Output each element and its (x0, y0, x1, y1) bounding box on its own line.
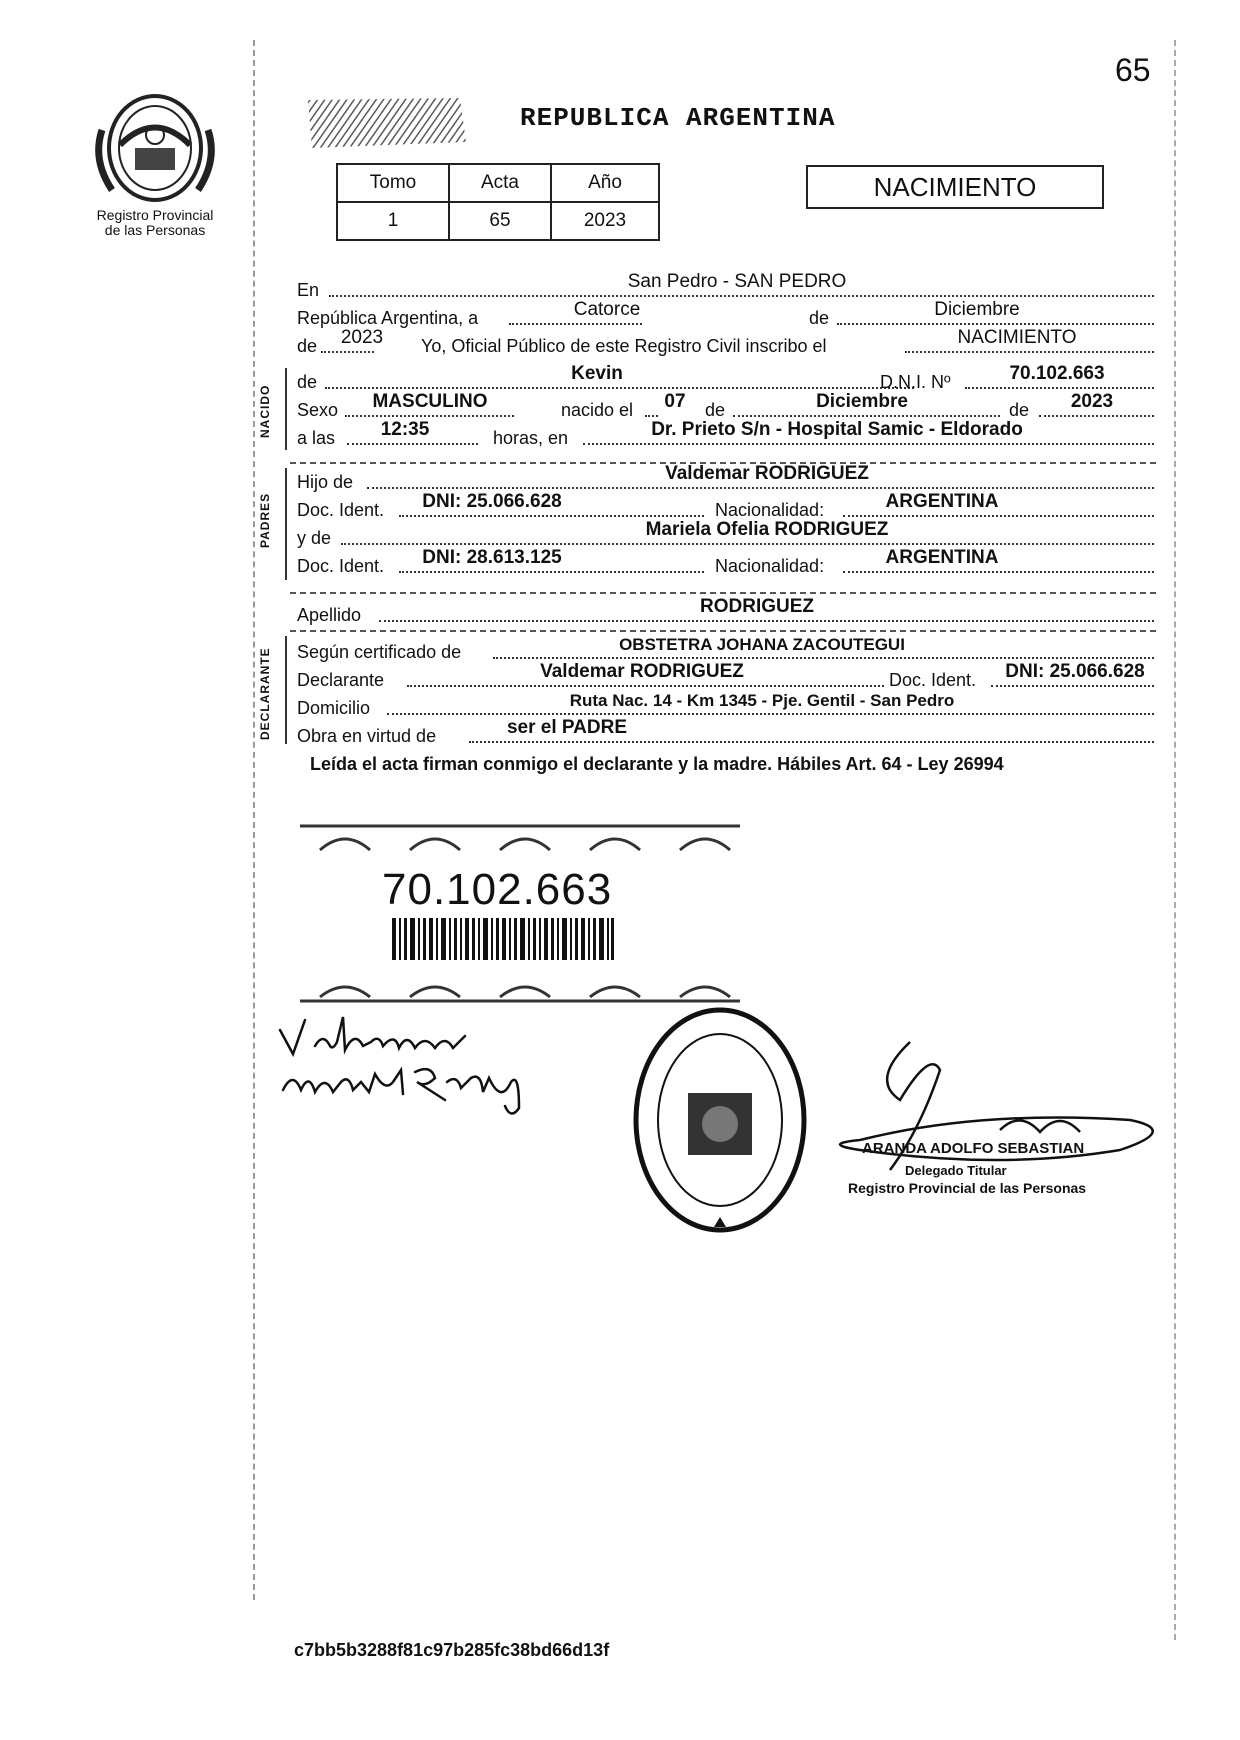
obra-value: ser el PADRE (506, 717, 628, 738)
dni-value: 70.102.663 (1009, 363, 1105, 384)
nacimiento-anio-value: 2023 (1070, 391, 1114, 412)
registry-value-anio: 2023 (551, 202, 659, 240)
apellido-value: RODRIGUEZ (700, 596, 814, 617)
registry-header-anio: Año (551, 164, 659, 202)
section-label-declarante: DECLARANTE (258, 647, 272, 740)
nombre-value: Kevin (571, 363, 623, 384)
lugar-nacimiento-value: Dr. Prieto S/n - Hospital Samic - Eldorado (651, 419, 1023, 440)
domicilio-value: Ruta Nac. 14 - Km 1345 - Pje. Gentil - San Pedro (569, 691, 955, 710)
right-margin-line (1174, 40, 1176, 1640)
row-lugar: En San Pedro - SAN PEDRO (297, 275, 1154, 301)
nacimiento-mes-value: Diciembre (816, 391, 908, 412)
registry-header-acta: Acta (449, 164, 551, 202)
official-role: Delegado Titular (905, 1163, 1007, 1178)
madre-value: Mariela Ofelia RODRIGUEZ (645, 519, 889, 540)
hora-value: 12:35 (380, 419, 430, 440)
row-apellido: Apellido RODRIGUEZ (297, 600, 1154, 626)
row-hora-lugar: a las 12:35 horas, en Dr. Prieto S/n - Hospital Samic - Eldorado (297, 423, 1154, 449)
nacimiento-dia-value: 07 (664, 391, 686, 412)
official-signature-icon (800, 1040, 1180, 1180)
row-domicilio: Domicilio Ruta Nac. 14 - Km 1345 - Pje. Gentil - San Pedro (297, 693, 1154, 719)
declarante-dni-value: DNI: 25.066.628 (1005, 661, 1145, 682)
row-anio-acto: de 2023 Yo, Oficial Público de este Registro Civil inscribo el NACIMIENTO (297, 331, 1154, 357)
row-nombre: de Kevin D.N.I. Nº 70.102.663 (297, 367, 1154, 393)
madre-nacionalidad-value: ARGENTINA (885, 547, 999, 568)
certificado-value: OBSTETRA JOHANA ZACOUTEGUI (619, 635, 905, 654)
mes-value: Diciembre (934, 299, 1020, 320)
province-coat-of-arms-logo (90, 90, 220, 205)
barcode-number: 70.102.663 (382, 865, 613, 914)
sexo-value: MASCULINO (372, 391, 488, 412)
section-label-nacido: NACIDO (258, 384, 272, 438)
document-hash: c7bb5b3288f81c97b285fc38bd66d13f (294, 1640, 610, 1660)
official-name: ARANDA ADOLFO SEBASTIAN (862, 1140, 1085, 1157)
security-stamp-icon (300, 92, 470, 152)
legal-text: Leída el acta firman conmigo el declarante y la madre. Hábiles Art. 64 - Ley 26994 (310, 754, 1004, 774)
barcode-icon (392, 918, 614, 960)
row-madre-doc: Doc. Ident. DNI: 28.613.125 Nacionalidad: ARGENTINA (297, 551, 1154, 577)
registry-header-tomo: Tomo (337, 164, 449, 202)
page-number: 65 (1115, 52, 1151, 88)
acto-value: NACIMIENTO (957, 327, 1077, 348)
security-strip-top-icon (300, 820, 750, 856)
parents-signatures-icon (275, 1012, 575, 1122)
left-margin-line (253, 40, 255, 1600)
madre-dni-value: DNI: 28.613.125 (422, 547, 562, 568)
anio-value: 2023 (340, 327, 384, 348)
row-declarante: Declarante Valdemar RODRIGUEZ Doc. Ident. DNI: 25.066.628 (297, 665, 1154, 691)
registry-table (336, 163, 660, 241)
lugar-value: San Pedro - SAN PEDRO (627, 271, 847, 292)
row-certificado: Según certificado de OBSTETRA JOHANA ZACOUTEGUI (297, 637, 1154, 663)
padre-value: Valdemar RODRIGUEZ (665, 463, 869, 484)
document-title: REPUBLICA ARGENTINA (520, 103, 836, 133)
official-seal-icon (630, 1005, 810, 1235)
registry-value-tomo: 1 (337, 202, 449, 240)
row-padre-doc: Doc. Ident. DNI: 25.066.628 Nacionalidad: ARGENTINA (297, 495, 1154, 521)
padre-dni-value: DNI: 25.066.628 (422, 491, 562, 512)
row-obra: Obra en virtud de ser el PADRE (297, 721, 1154, 747)
logo-caption: Registro Provincial de las Personas (96, 207, 214, 238)
dia-letras-value: Catorce (573, 299, 641, 320)
row-padre: Hijo de Valdemar RODRIGUEZ (297, 467, 1154, 493)
security-strip-bottom-icon (300, 975, 750, 1007)
official-organization: Registro Provincial de las Personas (848, 1180, 1087, 1196)
section-label-padres: PADRES (258, 492, 272, 548)
registry-value-acta: 65 (449, 202, 551, 240)
row-fecha: República Argentina, a Catorce de Diciembre (297, 303, 1154, 329)
act-type-box: NACIMIENTO (806, 165, 1104, 209)
declarante-value: Valdemar RODRIGUEZ (540, 661, 744, 682)
row-madre: y de Mariela Ofelia RODRIGUEZ (297, 523, 1154, 549)
row-sexo: Sexo MASCULINO nacido el 07 de Diciembre de 2023 (297, 395, 1154, 421)
padre-nacionalidad-value: ARGENTINA (885, 491, 999, 512)
